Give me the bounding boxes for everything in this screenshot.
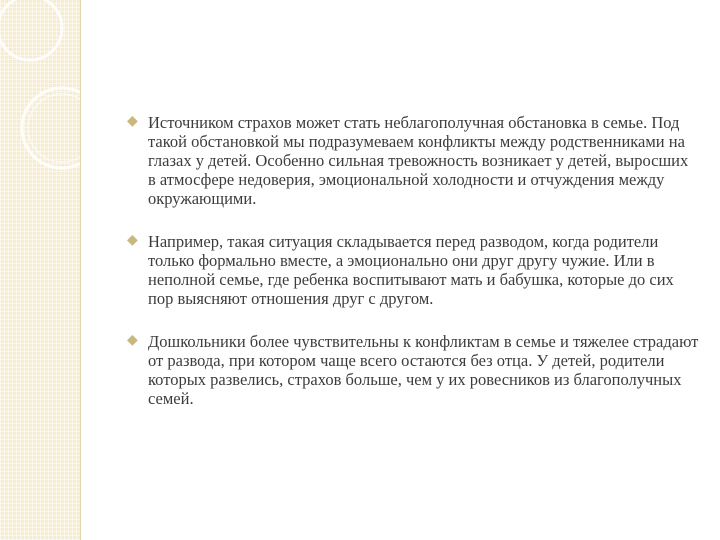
bullet-list	[127, 113, 699, 432]
bullet-text: Например, такая ситуация складывается перед разводом, когда родители только формально вместе, а эмоционально они друг другу чужие. Или в неполной семье, где ребенка воспитывают мать и бабушка, которые до сих пор выясняют отношения друг с другом.	[148, 232, 674, 308]
diamond-bullet-icon: ◆	[127, 114, 138, 129]
bullet-item	[127, 232, 699, 308]
bullet-item	[127, 113, 699, 208]
decorative-circles-icon	[0, 0, 80, 200]
diamond-bullet-icon: ◆	[127, 233, 138, 248]
bullet-text: Дошкольники более чувствительны к конфликтам в семье и тяжелее страдают от развода, при котором чаще всего остаются без отца. У детей, родители которых развелись, страхов больше, чем у их ровесников из благополучных семей.	[148, 332, 699, 408]
decorative-side-panel	[0, 0, 80, 540]
bullet-text: Источником страхов может стать неблагополучная обстановка в семье. Под такой обстановкой мы подразумеваем конфликты между родственниками на глазах у детей. Особенно сильная тревожность возникает у детей, выросших в атмосфере недоверия, эмоциональной холодности и отчуждения между окружающими.	[148, 113, 689, 208]
panel-divider	[80, 0, 81, 540]
diamond-bullet-icon: ◆	[127, 333, 138, 348]
bullet-item	[127, 332, 699, 408]
